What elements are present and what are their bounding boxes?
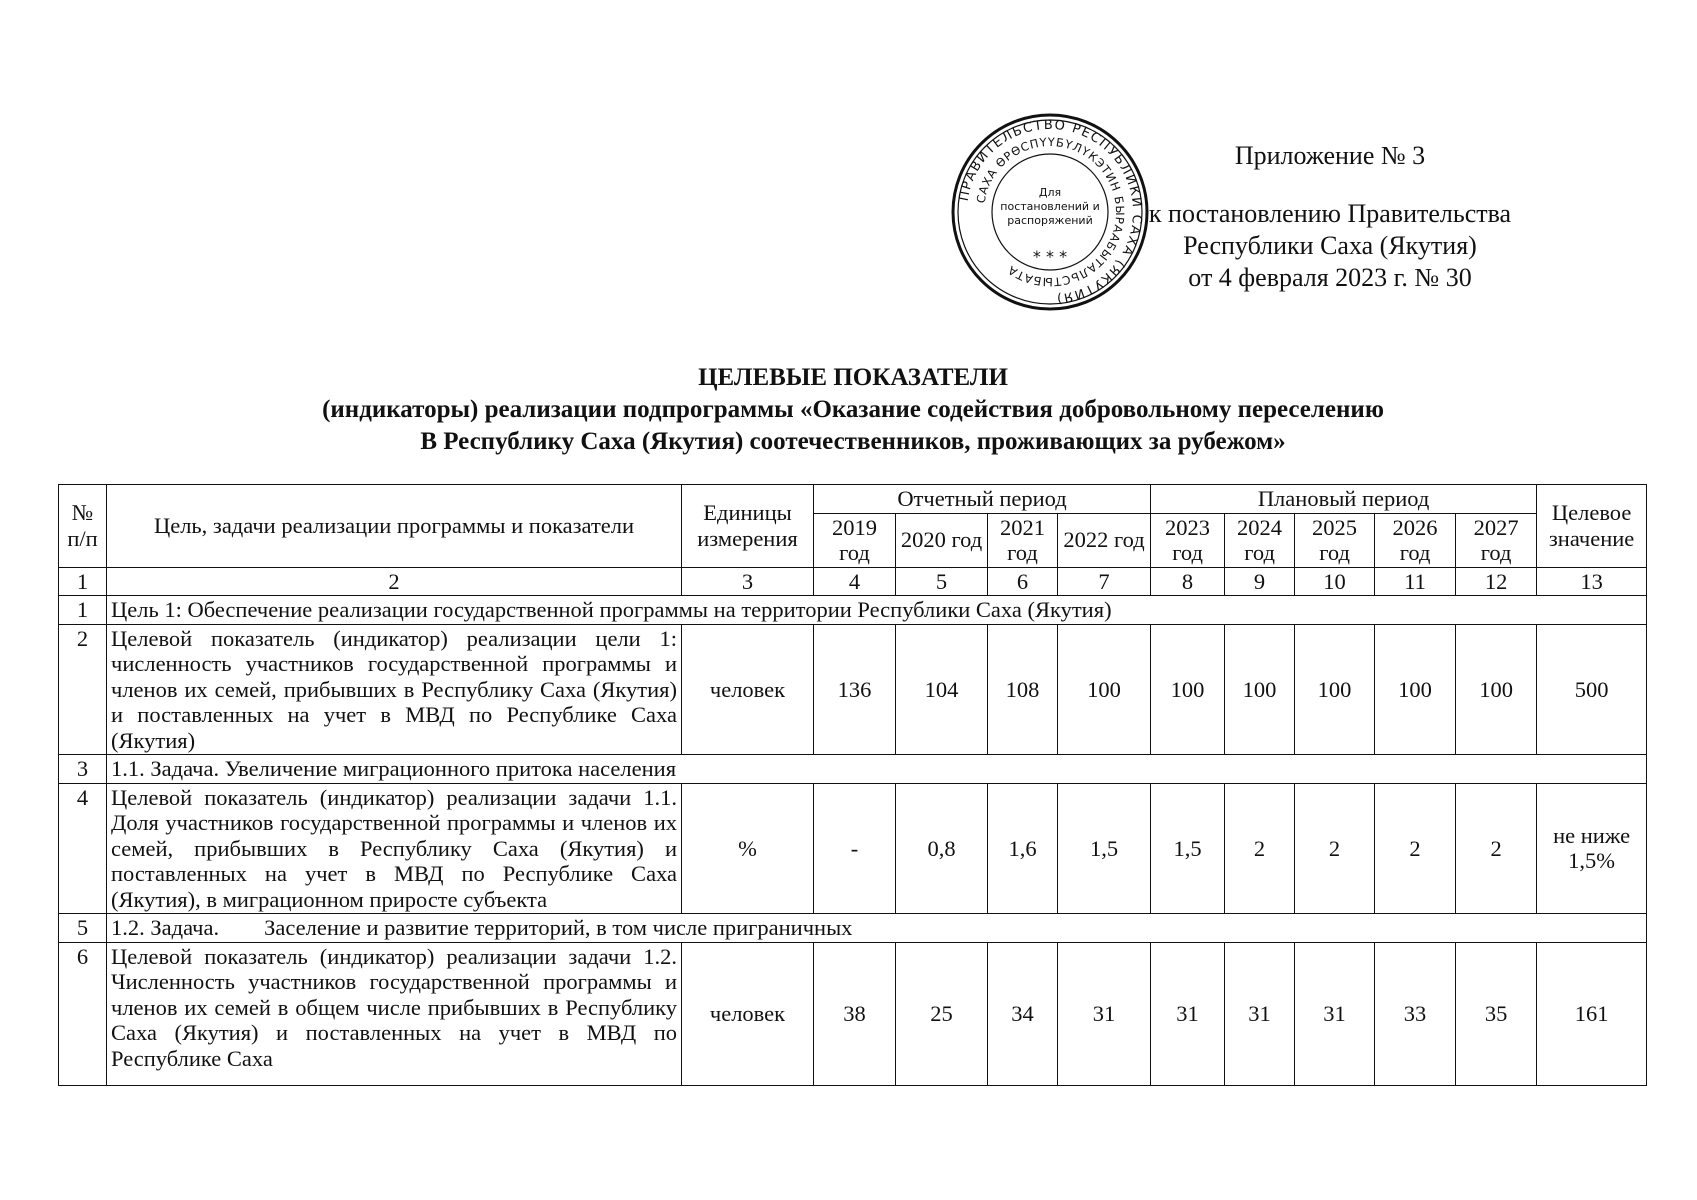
value-cell: 100 (1058, 624, 1151, 755)
table-row-indicator (59, 783, 1647, 914)
column-number: 2 (107, 567, 682, 596)
table-header-row (59, 485, 1647, 514)
value-cell: 2 (1295, 783, 1375, 914)
row-number: 6 (59, 942, 107, 1085)
value-cell: 0,8 (896, 783, 988, 914)
header-unit: Единицы измерения (682, 485, 814, 568)
document-title (58, 362, 1648, 458)
value-cell: 136 (814, 624, 896, 755)
row-number: 3 (59, 755, 107, 784)
appendix-header (1130, 140, 1530, 294)
table-row-task (59, 755, 1647, 784)
header-target: Целевое значение (1537, 485, 1647, 568)
value-cell: 100 (1456, 624, 1537, 755)
indicator-text: Целевой показатель (индикатор) реализации задачи 1.1. Доля участников государственной программы и членов их семей, прибывших в Республику Саха (Якутия) и поставленных на учет в МВД по Республике Саха (Якутия), в миграционном приросте субъекта (107, 783, 682, 914)
value-cell: 33 (1375, 942, 1456, 1085)
header-year: 2027 год (1456, 513, 1537, 567)
value-cell: 31 (1058, 942, 1151, 1085)
column-numbers-row (59, 567, 1647, 596)
header-year: 2026 год (1375, 513, 1456, 567)
header-year: 2019 год (814, 513, 896, 567)
row-number: 1 (59, 596, 107, 625)
stamp-center-line1: Для (1038, 186, 1062, 199)
stamp-inner-text: САХА ӨРӨСПҮҮБҮЛҮКЭТИН БЫРААБЫТАЛЬСТЫБАТА (973, 134, 1128, 290)
indicator-text: Целевой показатель (индикатор) реализации цели 1: численность участников государственной программы и членов их семей, прибывших в Республику Саха (Якутия) и поставленных на учет в МВД по Республике Саха (Якутия) (107, 624, 682, 755)
table-row-task (59, 914, 1647, 943)
column-number: 9 (1225, 567, 1295, 596)
header-goal: Цель, задачи реализации программы и показатели (107, 485, 682, 568)
column-number: 10 (1295, 567, 1375, 596)
column-number: 3 (682, 567, 814, 596)
value-cell: 1,5 (1058, 783, 1151, 914)
value-cell: 31 (1295, 942, 1375, 1085)
value-cell: 38 (814, 942, 896, 1085)
column-number: 4 (814, 567, 896, 596)
row-number: 2 (59, 624, 107, 755)
government-seal (950, 112, 1150, 312)
value-cell: 2 (1225, 783, 1295, 914)
unit-cell: % (682, 783, 814, 914)
column-number: 1 (59, 567, 107, 596)
table-row-indicator (59, 624, 1647, 755)
header-year: 2022 год (1058, 513, 1151, 567)
value-cell: 25 (896, 942, 988, 1085)
value-cell: 100 (1151, 624, 1225, 755)
target-cell: 500 (1537, 624, 1647, 755)
title-line: ЦЕЛЕВЫЕ ПОКАЗАТЕЛИ (698, 364, 1008, 391)
value-cell: 100 (1225, 624, 1295, 755)
goal-text: Цель 1: Обеспечение реализации государственной программы на территории Республики Саха (Якутия) (107, 596, 1647, 625)
stamp-stars: * * * (1032, 247, 1068, 266)
value-cell: 1,5 (1151, 783, 1225, 914)
value-cell: 31 (1225, 942, 1295, 1085)
header-reported-period: Отчетный период (814, 485, 1151, 514)
row-number: 5 (59, 914, 107, 943)
title-line: В Республику Саха (Якутия) соотечественников, проживающих за рубежом» (420, 428, 1286, 455)
appendix-number: Приложение № 3 (1234, 141, 1426, 170)
unit-cell: человек (682, 942, 814, 1085)
value-cell: 108 (988, 624, 1058, 755)
appendix-date: от 4 февраля 2023 г. № 30 (1188, 263, 1472, 292)
title-line: (индикаторы) реализации подпрограммы «Оказание содействия добровольному переселению (322, 396, 1384, 423)
value-cell: 2 (1375, 783, 1456, 914)
value-cell: 34 (988, 942, 1058, 1085)
indicator-text: Целевой показатель (индикатор) реализации задачи 1.2. Численность участников государственной программы и членов их семей в общем числе прибывших в Республику Саха (Якутия) и поставленных на учет в МВД по Республике Саха (107, 942, 682, 1085)
task-text: 1.2. Задача. Заселение и развитие территорий, в том числе приграничных (107, 914, 1647, 943)
unit-cell: человек (682, 624, 814, 755)
value-cell: 104 (896, 624, 988, 755)
header-year: 2023 год (1151, 513, 1225, 567)
value-cell: 100 (1375, 624, 1456, 755)
column-number: 8 (1151, 567, 1225, 596)
header-year: 2024 год (1225, 513, 1295, 567)
value-cell: 100 (1295, 624, 1375, 755)
column-number: 13 (1537, 567, 1647, 596)
target-cell: не ниже 1,5% (1537, 783, 1647, 914)
appendix-ref-line: к постановлению Правительства (1148, 199, 1512, 228)
stamp-center-line2: постановлений и (1000, 200, 1100, 213)
column-number: 11 (1375, 567, 1456, 596)
column-number: 5 (896, 567, 988, 596)
appendix-ref-line: Республики Саха (Якутия) (1183, 231, 1477, 260)
stamp-outer-text: ПРАВИТЕЛЬСТВО РЕСПУБЛИКИ САХА (ЯКУТИЯ) (956, 117, 1145, 306)
header-planned-period: Плановый период (1151, 485, 1537, 514)
column-number: 6 (988, 567, 1058, 596)
row-number: 4 (59, 783, 107, 914)
value-cell: - (814, 783, 896, 914)
column-number: 12 (1456, 567, 1537, 596)
stamp-center-line3: распоряжений (1007, 214, 1093, 227)
table-row-goal (59, 596, 1647, 625)
value-cell: 1,6 (988, 783, 1058, 914)
value-cell: 2 (1456, 783, 1537, 914)
target-cell: 161 (1537, 942, 1647, 1085)
table-row-indicator (59, 942, 1647, 1085)
task-text: 1.1. Задача. Увеличение миграционного притока населения (107, 755, 1647, 784)
column-number: 7 (1058, 567, 1151, 596)
indicators-table (58, 484, 1647, 1086)
header-year: 2020 год (896, 513, 988, 567)
header-year: 2021 год (988, 513, 1058, 567)
value-cell: 31 (1151, 942, 1225, 1085)
value-cell: 35 (1456, 942, 1537, 1085)
header-num: № п/п (59, 485, 107, 568)
header-year: 2025 год (1295, 513, 1375, 567)
